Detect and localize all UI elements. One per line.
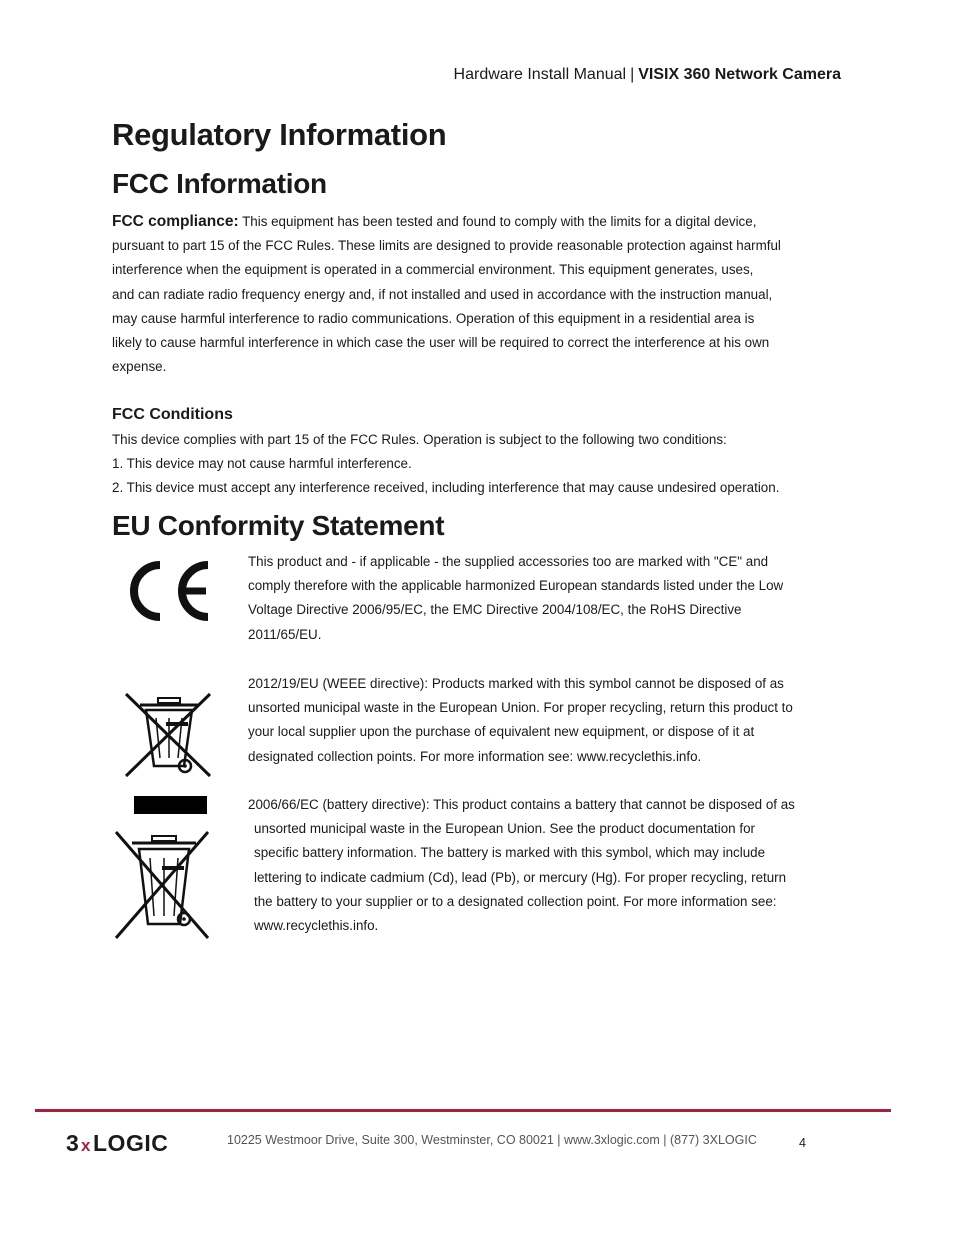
weee-paragraph [248, 672, 848, 769]
weee-line: your local supplier upon the purchase of equivalent new equipment, or dispose of it at [248, 724, 755, 740]
ce-line: This product and - if applicable - the supplied accessories too are marked with "CE" and [248, 554, 769, 569]
fcc-line: pursuant to part 15 of the FCC Rules. These limits are designed to provide reasonable protection against harmful [112, 238, 781, 254]
svg-text:3: 3 [66, 1130, 79, 1156]
fcc-line: This equipment has been tested and found to comply with the limits for a digital device, [238, 214, 757, 229]
battery-line: specific battery information. The battery is marked with this symbol, which may include [254, 845, 766, 861]
fcc-line: expense. [112, 359, 167, 375]
crossed-out-bin-icon [122, 690, 214, 780]
fcc-line: interference when the equipment is operated in a commercial environment. This equipment generates, uses, [112, 262, 754, 278]
battery-line: 2006/66/EC (battery directive): This product contains a battery that cannot be disposed of as [248, 797, 795, 812]
battery-paragraph [248, 793, 848, 938]
footer-address: 10225 Westmoor Drive, Suite 300, Westminster, CO 80021 | www.3xlogic.com | (877) 3XLOGIC [227, 1133, 757, 1147]
ce-mark-icon [122, 559, 212, 623]
fcc-line: and can radiate radio frequency energy and, if not installed and used in accordance with the instruction manual, [112, 286, 773, 302]
running-header [454, 66, 841, 84]
battery-line: unsorted municipal waste in the European Union. See the product documentation for [254, 821, 755, 837]
weee-line: unsorted municipal waste in the European Union. For proper recycling, return this product to [248, 700, 793, 716]
fcc-compliance-paragraph [112, 210, 852, 379]
page-number: 4 [799, 1136, 806, 1150]
svg-text:x: x [81, 1136, 91, 1155]
weee-line: 2012/19/EU (WEEE directive): Products marked with this symbol cannot be disposed of as [248, 676, 784, 691]
footer-rule [35, 1109, 891, 1112]
battery-line: the battery to your supplier or to a designated collection point. For more information see: [254, 893, 777, 909]
battery-line: lettering to indicate cadmium (Cd), lead (Pb), or mercury (Hg). For proper recycling, return [254, 869, 787, 885]
condition-line: This device complies with part 15 of the FCC Rules. Operation is subject to the following two conditions: [112, 432, 727, 447]
battery-line: www.recyclethis.info. [254, 918, 379, 934]
page-title: Regulatory Information [112, 117, 447, 152]
fcc-compliance-label: FCC compliance: [112, 213, 239, 230]
company-logo [66, 1130, 198, 1156]
fcc-conditions-paragraph [112, 428, 872, 501]
fcc-conditions-heading: FCC Conditions [112, 406, 233, 423]
svg-text:LOGIC: LOGIC [93, 1130, 169, 1156]
fcc-line: may cause harmful interference to radio communications. Operation of this equipment in a residential area is [112, 310, 755, 326]
eu-heading: EU Conformity Statement [112, 510, 445, 541]
manual-title: Hardware Install Manual [453, 66, 627, 83]
ce-line: 2011/65/EU. [248, 626, 322, 642]
header-separator: | [630, 66, 635, 83]
ce-line: Voltage Directive 2006/95/EC, the EMC Directive 2004/108/EC, the RoHS Directive [248, 602, 742, 618]
product-name: VISIX 360 Network Camera [638, 66, 841, 83]
condition-line: 2. This device must accept any interference received, including interference that may cause undesired operation. [112, 480, 780, 496]
ce-line: comply therefore with the applicable harmonized European standards listed under the Low [248, 578, 784, 594]
fcc-line: likely to cause harmful interference in which case the user will be required to correct the interference at his own [112, 335, 770, 351]
condition-line: 1. This device may not cause harmful interference. [112, 456, 412, 472]
ce-paragraph [248, 550, 848, 647]
crossed-out-bin-with-bar-icon [112, 796, 212, 942]
fcc-heading: FCC Information [112, 168, 327, 199]
weee-line: designated collection points. For more information see: www.recyclethis.info. [248, 748, 702, 764]
